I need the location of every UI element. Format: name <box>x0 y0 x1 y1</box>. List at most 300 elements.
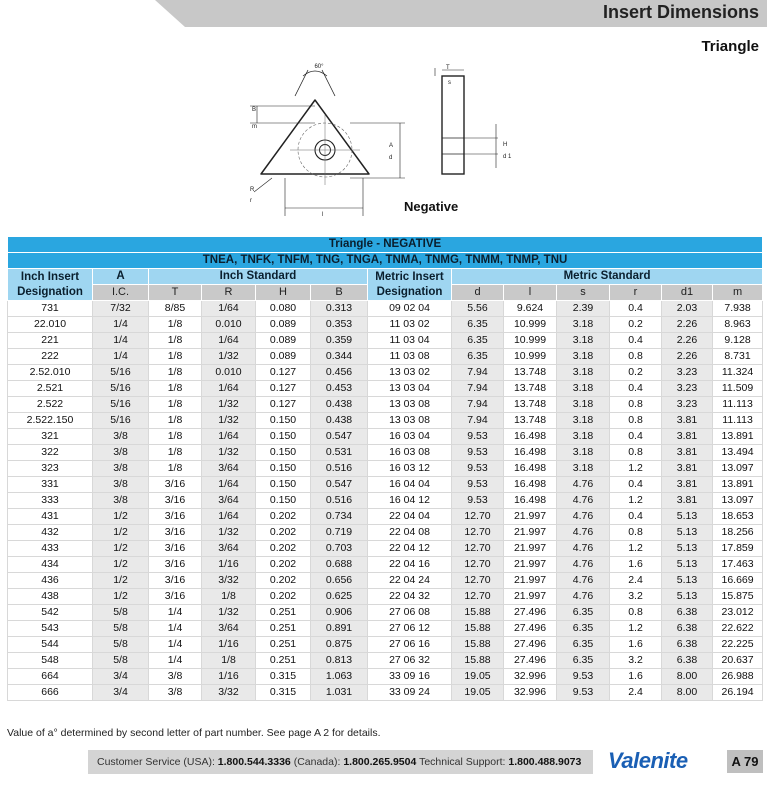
insert-diagram <box>230 58 530 228</box>
table-cell: 9.53 <box>452 493 504 509</box>
table-cell: 27 06 32 <box>368 653 452 669</box>
table-cell: 1.6 <box>610 557 662 573</box>
table-cell: 0.438 <box>311 413 368 429</box>
table-row <box>8 557 763 573</box>
table-cell: 221 <box>8 333 93 349</box>
table-cell: 5/16 <box>93 413 149 429</box>
table-cell: 8.963 <box>713 317 763 333</box>
table-cell: 21.997 <box>504 509 557 525</box>
table-cell: 1/32 <box>202 445 256 461</box>
table-cell: 3.18 <box>557 413 610 429</box>
table-cell: 20.637 <box>713 653 763 669</box>
table-cell: 2.4 <box>610 685 662 701</box>
page-number: A 79 <box>727 750 763 773</box>
table-cell: 323 <box>8 461 93 477</box>
table-cell: 7.94 <box>452 397 504 413</box>
table-cell: 8/85 <box>149 301 202 317</box>
table-cell: 6.38 <box>662 605 713 621</box>
table-cell: 3/8 <box>93 477 149 493</box>
table-cell: 544 <box>8 637 93 653</box>
table-cell: 0.891 <box>311 621 368 637</box>
table-cell: 21.997 <box>504 589 557 605</box>
table-cell: 16 03 12 <box>368 461 452 477</box>
table-cell: 3/8 <box>149 685 202 701</box>
table-cell: 16.669 <box>713 573 763 589</box>
footer-contact <box>97 756 581 768</box>
table-cell: 4.76 <box>557 509 610 525</box>
table-cell: 3/32 <box>202 573 256 589</box>
table-row <box>8 637 763 653</box>
table-row <box>8 525 763 541</box>
table-cell: 0.315 <box>256 685 311 701</box>
table-cell: 21.997 <box>504 557 557 573</box>
table-cell: 0.453 <box>311 381 368 397</box>
ts-phone: 1.800.488.9073 <box>508 756 582 768</box>
table-cell: 16.498 <box>504 429 557 445</box>
ca-label: (Canada): <box>293 756 341 768</box>
table-cell: 15.88 <box>452 605 504 621</box>
table-cell: 0.202 <box>256 557 311 573</box>
table-cell: 6.35 <box>557 637 610 653</box>
table-cell: 1/8 <box>149 333 202 349</box>
table-row <box>8 493 763 509</box>
table-cell: 3/8 <box>93 429 149 445</box>
table-cell: 1/2 <box>93 509 149 525</box>
table-cell: 1/8 <box>149 461 202 477</box>
table-cell: 7.94 <box>452 413 504 429</box>
table-row <box>8 605 763 621</box>
table-cell: 3/8 <box>93 445 149 461</box>
table-cell: 3/64 <box>202 541 256 557</box>
table-cell: 3/16 <box>149 477 202 493</box>
table-cell: 3.2 <box>610 589 662 605</box>
subheader-d: d <box>452 285 504 301</box>
table-cell: 3.18 <box>557 445 610 461</box>
table-cell: 2.52.010 <box>8 365 93 381</box>
table-cell: 0.703 <box>311 541 368 557</box>
table-cell: 0.353 <box>311 317 368 333</box>
table-cell: 0.4 <box>610 381 662 397</box>
table-cell: 0.438 <box>311 397 368 413</box>
table-row <box>8 445 763 461</box>
table-cell: 3.18 <box>557 365 610 381</box>
table-row <box>8 509 763 525</box>
table-cell: 0.080 <box>256 301 311 317</box>
table-cell: 13.891 <box>713 477 763 493</box>
table-cell: 7/32 <box>93 301 149 317</box>
table-cell: 22 04 08 <box>368 525 452 541</box>
table-cell: 1/32 <box>202 605 256 621</box>
table-cell: 0.688 <box>311 557 368 573</box>
table-row <box>8 573 763 589</box>
table-cell: 10.999 <box>504 317 557 333</box>
table-body <box>8 301 763 701</box>
table-cell: 1/32 <box>202 525 256 541</box>
table-cell: 0.010 <box>202 365 256 381</box>
table-cell: 3/64 <box>202 461 256 477</box>
table-cell: 0.010 <box>202 317 256 333</box>
table-cell: 6.35 <box>557 621 610 637</box>
table-cell: 0.2 <box>610 317 662 333</box>
table-cell: 1.2 <box>610 493 662 509</box>
table-cell: 3/8 <box>149 669 202 685</box>
table-row <box>8 653 763 669</box>
table-cell: 0.344 <box>311 349 368 365</box>
table-cell: 13.748 <box>504 365 557 381</box>
diagram-label: Negative <box>404 199 459 214</box>
table-cell: 2.26 <box>662 333 713 349</box>
dim-t: T <box>446 65 450 71</box>
table-cell: 13 03 02 <box>368 365 452 381</box>
table-cell: 1/8 <box>149 413 202 429</box>
table-cell: 5/16 <box>93 365 149 381</box>
table-cell: 1/64 <box>202 429 256 445</box>
subheader-d1: d1 <box>662 285 713 301</box>
table-cell: 1/4 <box>93 333 149 349</box>
table-cell: 3/32 <box>202 685 256 701</box>
table-cell: 3/64 <box>202 621 256 637</box>
subheader-ic: I.C. <box>93 285 149 301</box>
table-cell: 1.6 <box>610 637 662 653</box>
table-cell: 5.13 <box>662 589 713 605</box>
table-cell: 3.18 <box>557 349 610 365</box>
table-cell: 0.516 <box>311 493 368 509</box>
table-cell: 333 <box>8 493 93 509</box>
table-cell: 0.251 <box>256 637 311 653</box>
table-cell: 1.2 <box>610 461 662 477</box>
table-cell: 1/8 <box>149 429 202 445</box>
table-cell: 0.8 <box>610 413 662 429</box>
table-cell: 1/4 <box>149 621 202 637</box>
table-cell: 6.38 <box>662 621 713 637</box>
table-cell: 12.70 <box>452 541 504 557</box>
table-cell: 331 <box>8 477 93 493</box>
table-cell: 0.719 <box>311 525 368 541</box>
table-cell: 3.23 <box>662 381 713 397</box>
table-row <box>8 621 763 637</box>
table-cell: 664 <box>8 669 93 685</box>
table-series: TNEA, TNFK, TNFM, TNG, TNGA, TNMA, TNMG, TNMM, TNMP, TNU <box>8 253 763 269</box>
table-row <box>8 317 763 333</box>
table-cell: 3.81 <box>662 461 713 477</box>
table-cell: 11.324 <box>713 365 763 381</box>
table-cell: 1/16 <box>202 637 256 653</box>
table-cell: 18.653 <box>713 509 763 525</box>
table-cell: 3.18 <box>557 461 610 477</box>
table-cell: 0.202 <box>256 509 311 525</box>
table-cell: 3/16 <box>149 573 202 589</box>
table-row <box>8 477 763 493</box>
table-cell: 0.8 <box>610 605 662 621</box>
table-cell: 0.251 <box>256 653 311 669</box>
table-cell: 1.063 <box>311 669 368 685</box>
table-cell: 1/8 <box>149 365 202 381</box>
table-cell: 5.13 <box>662 541 713 557</box>
table-cell: 2.26 <box>662 317 713 333</box>
table-cell: 5/16 <box>93 381 149 397</box>
table-cell: 0.315 <box>256 669 311 685</box>
table-cell: 8.00 <box>662 685 713 701</box>
table-cell: 12.70 <box>452 589 504 605</box>
table-cell: 0.625 <box>311 589 368 605</box>
table-cell: 0.089 <box>256 317 311 333</box>
table-cell: 0.547 <box>311 429 368 445</box>
table-cell: 0.8 <box>610 445 662 461</box>
table-cell: 13 03 08 <box>368 397 452 413</box>
table-cell: 3/16 <box>149 525 202 541</box>
table-cell: 3/16 <box>149 541 202 557</box>
table-cell: 9.128 <box>713 333 763 349</box>
table-cell: 6.35 <box>452 317 504 333</box>
table-cell: 21.997 <box>504 525 557 541</box>
table-cell: 12.70 <box>452 525 504 541</box>
table-cell: 11 03 04 <box>368 333 452 349</box>
table-cell: 16 03 04 <box>368 429 452 445</box>
table-cell: 3/16 <box>149 589 202 605</box>
section-subtitle: Triangle <box>701 38 759 55</box>
subheader-h: H <box>256 285 311 301</box>
table-cell: 1/8 <box>202 653 256 669</box>
table-cell: 3/4 <box>93 685 149 701</box>
table-cell: 0.4 <box>610 477 662 493</box>
table-cell: 5/8 <box>93 637 149 653</box>
table-row <box>8 429 763 445</box>
table-cell: 434 <box>8 557 93 573</box>
table-title: Triangle - NEGATIVE <box>8 237 763 253</box>
table-cell: 6.38 <box>662 637 713 653</box>
dim-d: d <box>389 155 393 161</box>
table-cell: 1/8 <box>149 349 202 365</box>
table-cell: 11 03 08 <box>368 349 452 365</box>
table-cell: 3.18 <box>557 397 610 413</box>
table-cell: 0.150 <box>256 413 311 429</box>
table-cell: 16.498 <box>504 445 557 461</box>
table-cell: 1/4 <box>93 317 149 333</box>
table-cell: 3.23 <box>662 397 713 413</box>
table-cell: 9.53 <box>452 461 504 477</box>
table-cell: 2.4 <box>610 573 662 589</box>
table-cell: 3.81 <box>662 493 713 509</box>
table-cell: 1/2 <box>93 541 149 557</box>
table-cell: 5/16 <box>93 397 149 413</box>
table-cell: 4.76 <box>557 525 610 541</box>
table-cell: 3/8 <box>93 461 149 477</box>
table-cell: 15.88 <box>452 637 504 653</box>
table-cell: 4.76 <box>557 557 610 573</box>
table-cell: 0.547 <box>311 477 368 493</box>
dim-angle: 60° <box>314 64 324 70</box>
table-cell: 3.81 <box>662 477 713 493</box>
table-cell: 18.256 <box>713 525 763 541</box>
table-cell: 5.56 <box>452 301 504 317</box>
table-cell: 0.089 <box>256 349 311 365</box>
table-cell: 0.202 <box>256 589 311 605</box>
table-cell: 4.76 <box>557 477 610 493</box>
table-cell: 22 04 32 <box>368 589 452 605</box>
table-cell: 09 02 04 <box>368 301 452 317</box>
table-cell: 0.202 <box>256 525 311 541</box>
table-cell: 1/4 <box>93 349 149 365</box>
table-cell: 1.6 <box>610 669 662 685</box>
table-cell: 17.859 <box>713 541 763 557</box>
table-cell: 9.53 <box>452 429 504 445</box>
table-cell: 21.997 <box>504 541 557 557</box>
table-cell: 2.39 <box>557 301 610 317</box>
table-cell: 27 06 12 <box>368 621 452 637</box>
table-cell: 0.202 <box>256 573 311 589</box>
table-cell: 22.622 <box>713 621 763 637</box>
table-cell: 548 <box>8 653 93 669</box>
table-cell: 0.4 <box>610 429 662 445</box>
table-cell: 0.127 <box>256 381 311 397</box>
dim-b: B <box>252 107 257 113</box>
table-cell: 0.089 <box>256 333 311 349</box>
table-cell: 9.624 <box>504 301 557 317</box>
table-cell: 0.8 <box>610 525 662 541</box>
cs-phone: 1.800.544.3336 <box>217 756 291 768</box>
table-cell: 19.05 <box>452 685 504 701</box>
dimensions-table <box>7 236 763 701</box>
table-cell: 432 <box>8 525 93 541</box>
table-cell: 9.53 <box>557 685 610 701</box>
subheader-s: s <box>557 285 610 301</box>
table-cell: 4.76 <box>557 493 610 509</box>
table-cell: 0.516 <box>311 461 368 477</box>
table-row <box>8 301 763 317</box>
table-row <box>8 685 763 701</box>
table-row <box>8 461 763 477</box>
table-cell: 6.35 <box>557 653 610 669</box>
table-cell: 8.731 <box>713 349 763 365</box>
table-cell: 22 04 04 <box>368 509 452 525</box>
table-cell: 222 <box>8 349 93 365</box>
table-cell: 666 <box>8 685 93 701</box>
table-cell: 3.18 <box>557 333 610 349</box>
table-cell: 2.521 <box>8 381 93 397</box>
table-cell: 0.150 <box>256 445 311 461</box>
dim-r-upper: R <box>250 187 255 193</box>
table-cell: 11.113 <box>713 397 763 413</box>
table-cell: 0.150 <box>256 429 311 445</box>
table-row <box>8 541 763 557</box>
page-title: Insert Dimensions <box>602 2 759 22</box>
table-cell: 0.313 <box>311 301 368 317</box>
table-row <box>8 381 763 397</box>
table-cell: 0.202 <box>256 541 311 557</box>
table-cell: 0.150 <box>256 493 311 509</box>
table-cell: 16.498 <box>504 477 557 493</box>
table-cell: 3/4 <box>93 669 149 685</box>
table-cell: 12.70 <box>452 557 504 573</box>
table-cell: 3.18 <box>557 317 610 333</box>
table-cell: 12.70 <box>452 573 504 589</box>
table-cell: 1/4 <box>149 637 202 653</box>
table-cell: 8.00 <box>662 669 713 685</box>
table-cell: 0.127 <box>256 397 311 413</box>
table-cell: 0.150 <box>256 477 311 493</box>
table-cell: 0.251 <box>256 605 311 621</box>
table-row <box>8 397 763 413</box>
table-cell: 26.988 <box>713 669 763 685</box>
table-cell: 0.906 <box>311 605 368 621</box>
table-cell: 3/16 <box>149 493 202 509</box>
subheader-t: T <box>149 285 202 301</box>
table-cell: 1/64 <box>202 509 256 525</box>
table-cell: 32.996 <box>504 669 557 685</box>
dim-m: m <box>252 124 257 130</box>
table-cell: 13.891 <box>713 429 763 445</box>
table-cell: 27.496 <box>504 605 557 621</box>
table-cell: 0.656 <box>311 573 368 589</box>
table-cell: 0.127 <box>256 365 311 381</box>
table-cell: 0.4 <box>610 333 662 349</box>
table-cell: 6.38 <box>662 653 713 669</box>
table-cell: 13.748 <box>504 397 557 413</box>
table-cell: 1/2 <box>93 589 149 605</box>
table-cell: 0.8 <box>610 349 662 365</box>
subheader-l: l <box>504 285 557 301</box>
table-cell: 1/2 <box>93 573 149 589</box>
table-cell: 13 03 08 <box>368 413 452 429</box>
table-row <box>8 365 763 381</box>
table-cell: 5.13 <box>662 557 713 573</box>
table-cell: 6.35 <box>452 333 504 349</box>
table-cell: 1.2 <box>610 541 662 557</box>
table-cell: 543 <box>8 621 93 637</box>
header-metric-standard: Metric Standard <box>452 269 763 285</box>
table-cell: 16.498 <box>504 461 557 477</box>
table-cell: 11 03 02 <box>368 317 452 333</box>
footnote: Value of a° determined by second letter of part number. See page A 2 for details. <box>7 727 381 739</box>
table-cell: 10.999 <box>504 333 557 349</box>
table-cell: 33 09 16 <box>368 669 452 685</box>
table-cell: 13.097 <box>713 461 763 477</box>
dim-h: H <box>503 142 508 148</box>
table-cell: 13.748 <box>504 413 557 429</box>
table-cell: 0.875 <box>311 637 368 653</box>
cs-label: Customer Service (USA): <box>97 756 215 768</box>
table-cell: 9.53 <box>557 669 610 685</box>
table-cell: 322 <box>8 445 93 461</box>
header-inch-standard: Inch Standard <box>149 269 368 285</box>
table-cell: 3/16 <box>149 509 202 525</box>
table-cell: 27.496 <box>504 653 557 669</box>
table-cell: 15.88 <box>452 621 504 637</box>
table-cell: 27.496 <box>504 637 557 653</box>
table-cell: 26.194 <box>713 685 763 701</box>
table-cell: 3.18 <box>557 381 610 397</box>
header-a: A <box>93 269 149 285</box>
table-cell: 0.531 <box>311 445 368 461</box>
table-cell: 3.81 <box>662 445 713 461</box>
table-cell: 1/2 <box>93 557 149 573</box>
table-cell: 15.875 <box>713 589 763 605</box>
table-cell: 3.81 <box>662 413 713 429</box>
table-cell: 5.13 <box>662 525 713 541</box>
table-cell: 5.13 <box>662 573 713 589</box>
table-row <box>8 349 763 365</box>
table-cell: 22 04 12 <box>368 541 452 557</box>
table-cell: 4.76 <box>557 589 610 605</box>
table-cell: 6.35 <box>452 349 504 365</box>
table-cell: 13 03 04 <box>368 381 452 397</box>
ca-phone: 1.800.265.9504 <box>343 756 417 768</box>
subheader-r: R <box>202 285 256 301</box>
table-cell: 16 03 08 <box>368 445 452 461</box>
table-cell: 13.494 <box>713 445 763 461</box>
table-row <box>8 333 763 349</box>
table-row <box>8 669 763 685</box>
